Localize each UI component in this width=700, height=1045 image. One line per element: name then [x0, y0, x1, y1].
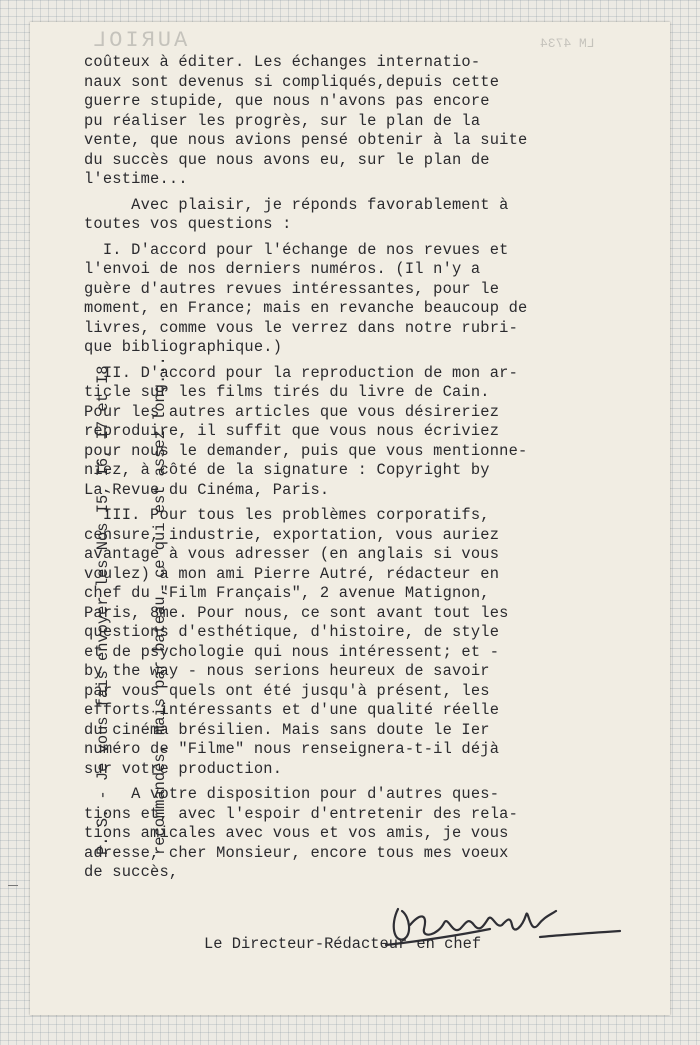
body-line: Avec plaisir, je réponds favorablement à — [84, 195, 509, 214]
body-line: du succès que nous avons eu, sur le plan de — [84, 150, 490, 169]
body-line: vente, que nous avions pensé obtenir à la suite — [84, 131, 528, 149]
body-line: guère d'autres revues intéressantes, pour le — [84, 279, 500, 298]
postscript-line-1: P. S. - Je vous fais envoyer les Nos I5, I6, I7 et I8 — [94, 365, 112, 855]
body-line: reproduire, il suffit que vous nous écriviez — [84, 422, 500, 440]
body-line: moment, en France; mais en revanche beaucoup de — [84, 299, 528, 317]
body-line: que bibliographique.) — [84, 338, 283, 356]
body-line: naux sont devenus si compliqués,depuis cette — [84, 72, 500, 91]
body-line: par vous quels ont été jusqu'à présent, les — [84, 681, 490, 700]
body-line: II. D'accord pour la reproduction de mon ar- — [84, 363, 519, 382]
body-line: III. Pour tous les problèmes corporatifs, — [84, 506, 490, 524]
body-line: pu réaliser les progrès, sur le plan de la — [84, 111, 481, 130]
body-line: questions d'esthétique, d'histoire, de style — [84, 623, 500, 641]
body-line: sur votre production. — [84, 759, 283, 778]
body-line: avantage à vous adresser (en anglais si vous — [84, 545, 500, 563]
body-line: coûteux à éditer. Les échanges internatio- — [84, 53, 481, 71]
body-line: livres, comme vous le verrez dans notre rubri- — [84, 318, 519, 337]
body-line: tions et, avec l'espoir d'entretenir des rela- — [84, 804, 519, 823]
postscript-line-2: recommandés, mais par bateau, ce qui est assez long... — [151, 356, 169, 855]
body-line: l'estime... — [84, 170, 188, 188]
body-line: adresse, cher Monsieur, encore tous mes voeux — [84, 843, 509, 862]
body-line: Pour les autres articles que vous désireriez — [84, 402, 500, 421]
body-line: l'envoi de nos derniers numéros. (Il n'y a — [84, 260, 481, 278]
closing-title: Le Directeur-Rédacteur en chef — [204, 935, 482, 953]
body-line: ticle sur les films tirés du livre de Cain. — [84, 383, 490, 401]
bleed-through-name: AURIOL — [90, 28, 188, 53]
body-line: I. D'accord pour l'échange de nos revues et — [84, 240, 509, 259]
body-line: et de psychologie qui nous intéressent; et - — [84, 642, 500, 661]
body-line: censure, industrie, exportation, vous auriez — [84, 525, 500, 544]
body-line: chef du "Film Français", 2 avenue Matignon, — [84, 584, 490, 602]
bleed-through-ref: LM 4734 — [540, 36, 595, 51]
body-line: La Revue du Cinéma, Paris. — [84, 480, 330, 499]
body-line: niez, à côté de la signature : Copyright by — [84, 461, 490, 479]
postscript-margin-note — [56, 356, 189, 855]
body-line: A votre disposition pour d'autres ques- — [84, 785, 500, 803]
body-line: guerre stupide, que nous n'avons pas encore — [84, 92, 490, 110]
body-line: toutes vos questions : — [84, 215, 292, 233]
body-line: efforts intéressants et d'une qualité réelle — [84, 701, 500, 719]
body-line: pour nous le demander, puis que vous mentionne- — [84, 441, 528, 460]
body-line: by the way - nous serions heureux de savoir — [84, 662, 490, 680]
body-line: du cinéma brésilien. Mais sans doute le Ier — [84, 720, 490, 739]
body-line: Paris, 8me. Pour nous, ce sont avant tout les — [84, 603, 509, 622]
body-line: numéro de "Filme" nous renseignera-t-il déjà — [84, 740, 500, 758]
body-line: tions amicales avec vous et vos amis, je vous — [84, 824, 509, 842]
body-line: voulez) à mon ami Pierre Autré, rédacteur en — [84, 564, 500, 583]
body-line: de succès, — [84, 863, 179, 881]
margin-mark — [8, 885, 18, 886]
